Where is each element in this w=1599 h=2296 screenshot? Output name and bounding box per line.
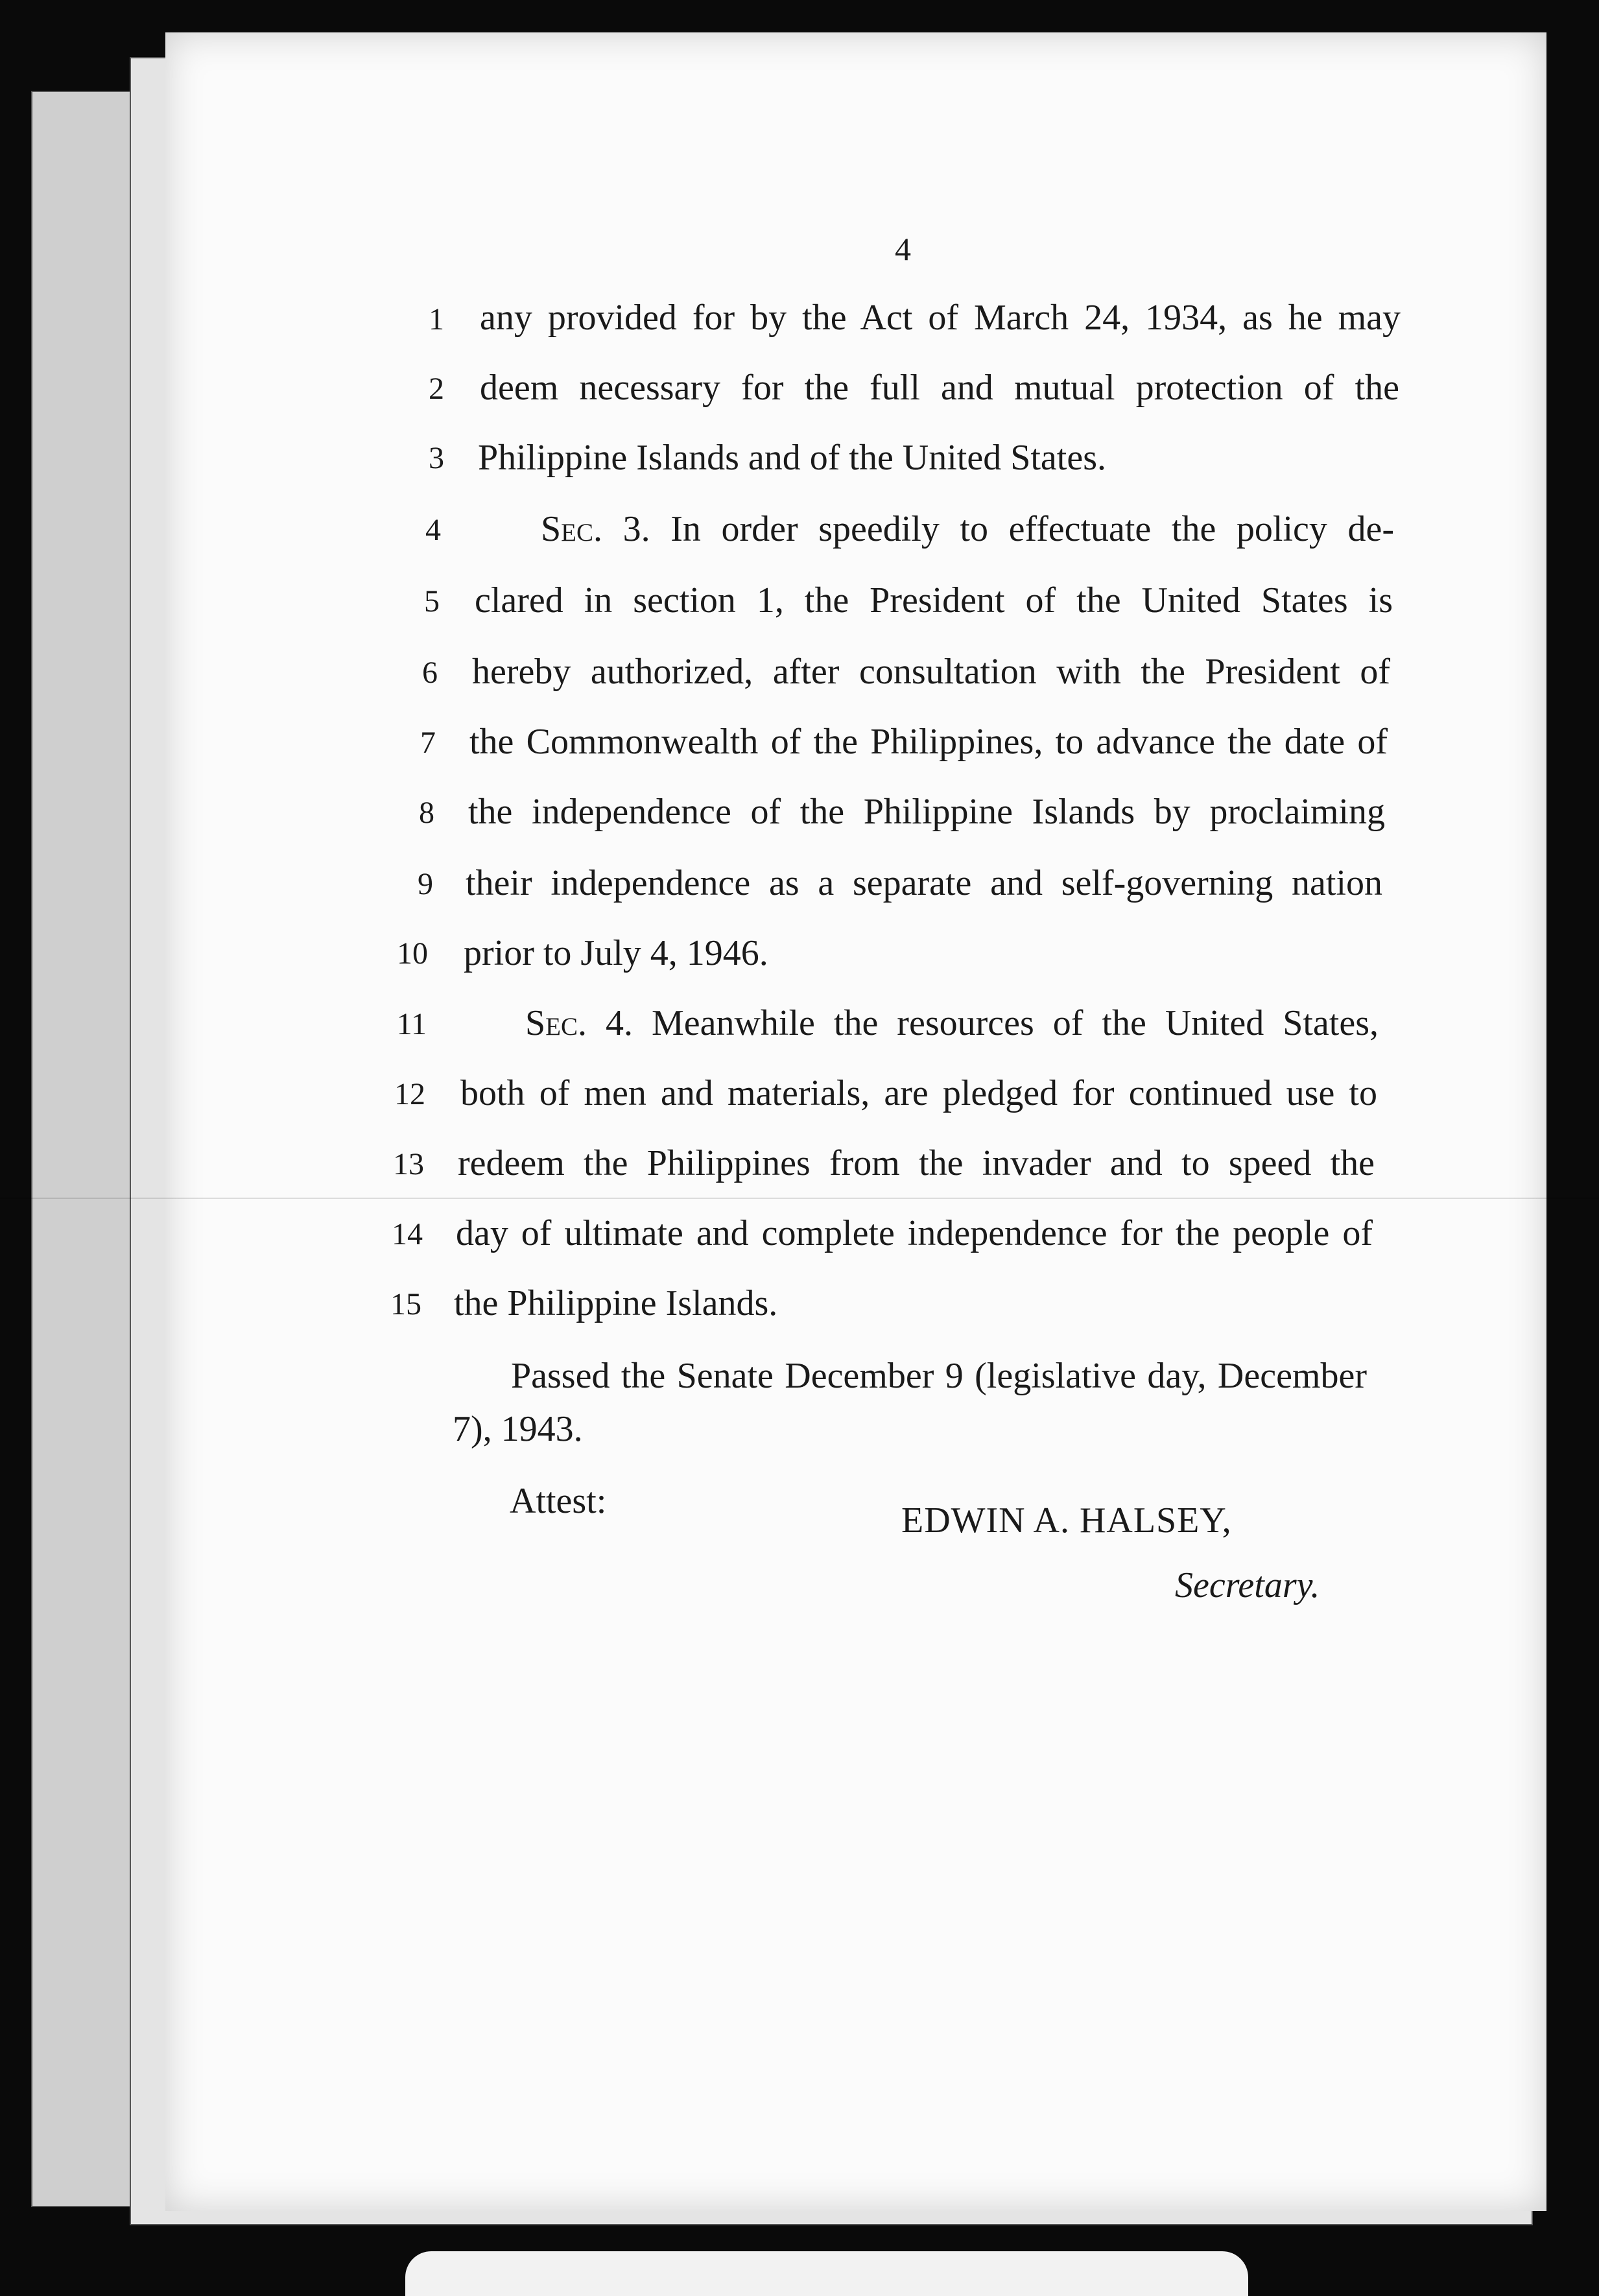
section-label: Sec. [541, 509, 602, 549]
line-number-14: 14 [392, 1217, 423, 1251]
line-number-4: 4 [425, 513, 441, 547]
line-number-6: 6 [422, 656, 438, 690]
line-number-12: 12 [394, 1077, 425, 1111]
text-line-5: clared in section 1, the President of the United States is [475, 580, 1393, 621]
secretary-name: EDWIN A. HALSEY, [901, 1500, 1232, 1541]
fold-line [0, 1198, 1599, 1199]
line-number-8: 8 [419, 796, 434, 830]
line-number-7: 7 [420, 726, 436, 760]
passed-senate-line-2: 7), 1943. [453, 1409, 583, 1449]
text-line-14: day of ultimate and complete independence for the people of [456, 1213, 1373, 1253]
line-number-9: 9 [418, 867, 433, 901]
secretary-title: Secretary. [1175, 1565, 1320, 1605]
line-number-10: 10 [397, 936, 428, 971]
text-line-8: the independence of the Philippine Islands by proclaiming [468, 792, 1385, 832]
line-number-11: 11 [396, 1007, 427, 1041]
document-page [165, 32, 1546, 2211]
text-line-13: redeem the Philippines from the invader and to speed the [458, 1143, 1375, 1183]
text-line-11 [525, 1002, 1379, 1044]
text-line-3: Philippine Islands and of the United States. [478, 438, 1106, 478]
text-line-4 [541, 508, 1394, 550]
bottom-tab [405, 2251, 1248, 2296]
text-line-10: prior to July 4, 1946. [464, 933, 768, 973]
line-number-2: 2 [429, 372, 444, 406]
text-line-9: their independence as a separate and self-governing nation [466, 863, 1382, 903]
attest-label: Attest: [510, 1481, 607, 1521]
page-number: 4 [895, 231, 911, 267]
text-line-4-body: 3. In order speedily to effectuate the policy de- [602, 509, 1394, 549]
line-number-3: 3 [429, 441, 444, 475]
text-line-7: the Commonwealth of the Philippines, to advance the date of [469, 722, 1388, 762]
text-line-12: both of men and materials, are pledged for continued use to [460, 1073, 1377, 1113]
line-number-5: 5 [424, 584, 440, 619]
passed-senate-line-1: Passed the Senate December 9 (legislative day, December [511, 1356, 1367, 1396]
line-number-13: 13 [393, 1147, 424, 1181]
text-line-2: deem necessary for the full and mutual protection of the [480, 368, 1399, 408]
line-number-1: 1 [429, 302, 444, 337]
section-label: Sec. [525, 1003, 587, 1043]
text-line-11-body: 4. Meanwhile the resources of the United States, [586, 1003, 1379, 1043]
text-line-6: hereby authorized, after consultation with the President of [472, 652, 1390, 692]
text-line-15: the Philippine Islands. [454, 1283, 778, 1323]
text-line-1: any provided for by the Act of March 24, 1934, as he may [480, 298, 1401, 338]
line-number-15: 15 [390, 1287, 421, 1321]
